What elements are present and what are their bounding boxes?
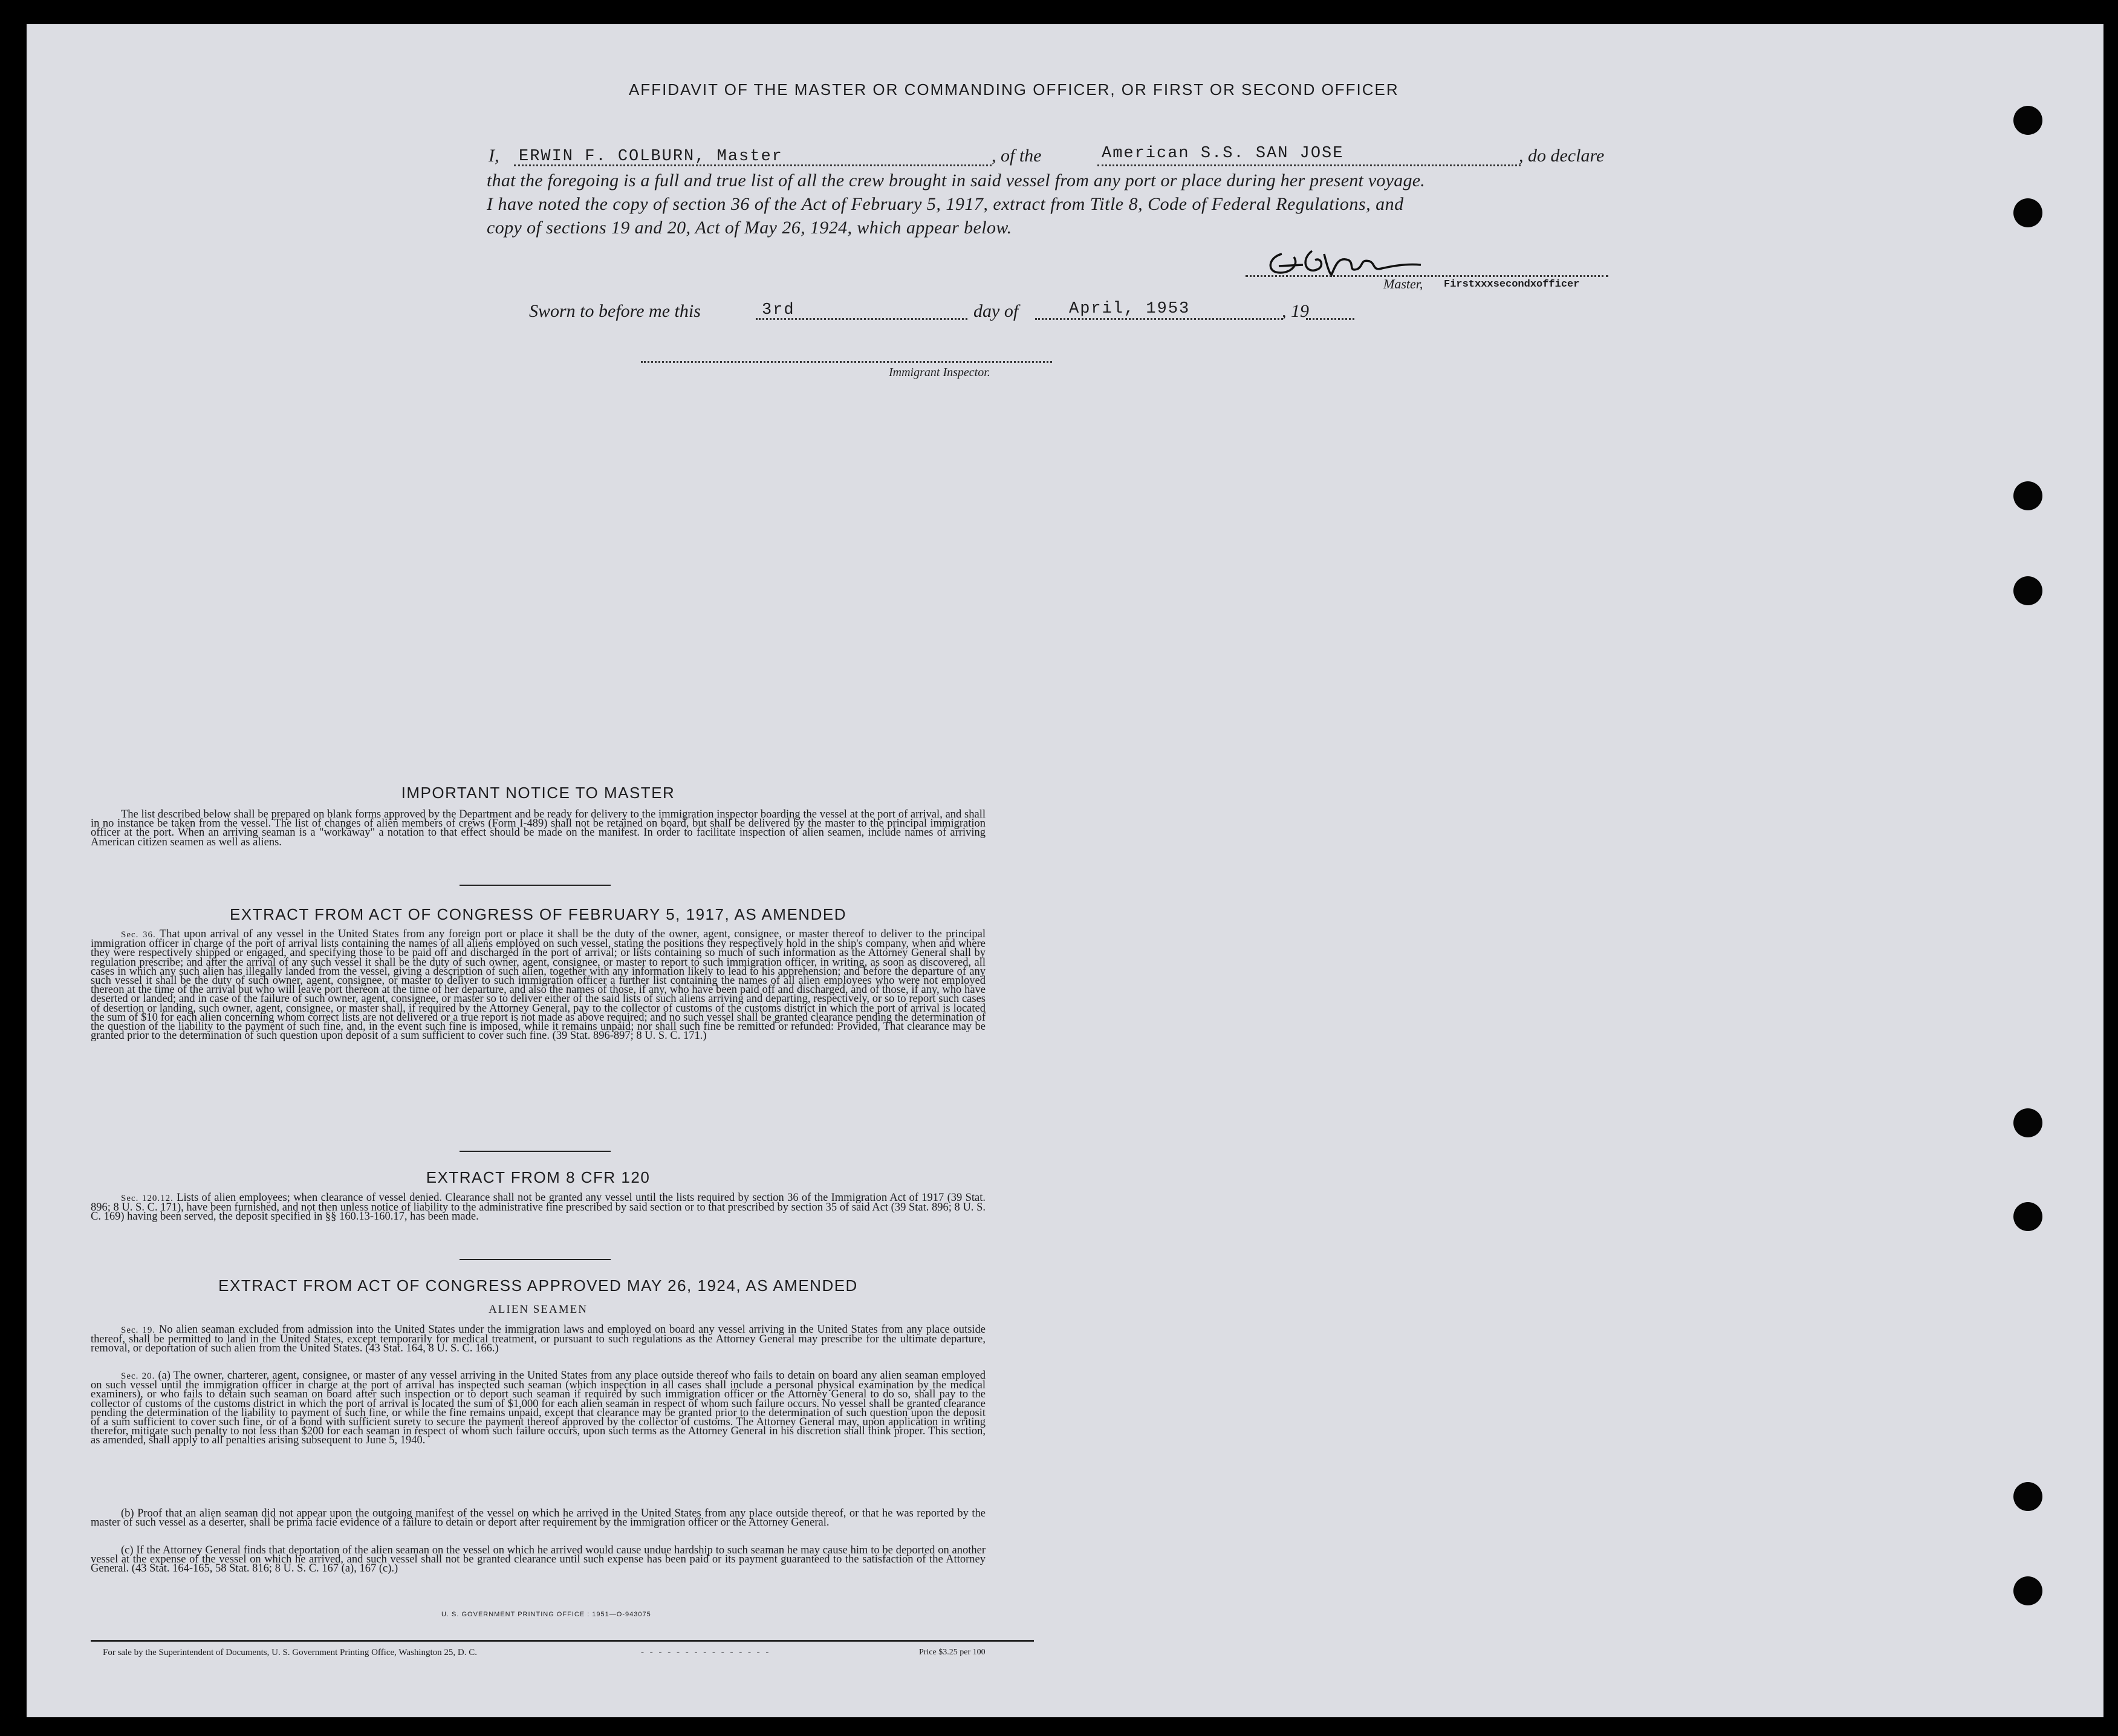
sec19-text (91, 1325, 986, 1354)
sworn-day-value: 3rd (762, 301, 795, 319)
name-fill-line (514, 164, 992, 166)
extract-1924-title: EXTRACT FROM ACT OF CONGRESS APPROVED MAY 26, 1924, AS AMENDED (218, 1276, 858, 1295)
divider (460, 885, 611, 886)
affidavit-title: AFFIDAVIT OF THE MASTER OR COMMANDING OFFICER, OR FIRST OR SECOND OFFICER (629, 80, 1399, 99)
sec20b-text: (b) Proof that an alien seaman did not appear upon the outgoing manifest of the vessel on which he arrived in the United States from any place outside thereof, or that he was reported by the master of such vessel as a deserter, shall be prima facie evidence of a failure to detain or deport after requirement by the immigration officer or the Attorney General. (91, 1507, 986, 1529)
extract-1917-title: EXTRACT FROM ACT OF CONGRESS OF FEBRUARY 5, 1917, AS AMENDED (230, 905, 846, 923)
month-fill-line (1035, 318, 1283, 320)
cfr-section: Sec. 120.12. (121, 1194, 174, 1203)
inspector-caption: Immigrant Inspector. (889, 366, 990, 379)
day-of-label: day of (973, 301, 1019, 321)
divider (460, 1259, 611, 1260)
punch-hole (2013, 198, 2042, 227)
cfr-body: Lists of alien employees; when clearance of vessel denied. Clearance shall not be granted any vessel until the lists required by section 36 of the Immigration Act of 1917 (39 Stat. 896; 8 U. S. C. 171), have been furnished, and not then unless notice of liability to the administrative fine prescribed by said section or to that prescribed by section 35 of said Act (39 Stat. 896; 8 U. S. C. 169) having been served, the deposit specified in §§ 160.13-160.17, has been made. (91, 1192, 986, 1223)
signature-line (1246, 275, 1608, 277)
sale-notice: For sale by the Superintendent of Documents, U. S. Government Printing Office, Washington 25, D. C. (103, 1648, 477, 1657)
extract-1924-subtitle: ALIEN SEAMEN (489, 1303, 588, 1316)
sworn-label: Sworn to before me this (529, 301, 701, 321)
cfr-text (91, 1194, 986, 1222)
punch-hole (2013, 1576, 2042, 1605)
extract-1917-section: Sec. 36. (121, 930, 156, 940)
do-declare-label: , do declare (1519, 146, 1605, 166)
inspector-signature-line (641, 361, 1052, 363)
form-sheet (27, 24, 2103, 1717)
sec20a-body: (a) The owner, charterer, agent, consignee, or master of any vessel arriving in the United States from any place outside thereof who fails to detain on board any alien seaman employed on such vessel until the immigration officer in charge at the port of arrival has inspected such seaman (which inspection in all cases shall include a personal physical examination by the medical examiners), or who fails to detain such seaman on board after such inspection or to deport such seaman if required by such immigration officer or the Attorney General to do so, shall pay to the collector of customs of the customs district in which the port of arrival is located the sum of $1,000 for each alien seaman in respect of whom such failure occurs. No vessel shall be granted clearance pending the determination of the liability to payment of such fine, or while the fine remains unpaid, except that clearance may be granted prior to the determination of such question upon the deposit of a sum sufficient to cover such fine, or of a bond with sufficient surety to secure the payment thereof approved by the collector of customs. The Attorney General may, upon application in writing therefor, mitigate such penalty to not less than $200 for each seaman in respect of whom such failure occurs, upon such terms as the Attorney General in his discretion shall think proper. This section, as amended, shall apply to all penalties arising subsequent to June 5, 1940. (91, 1370, 986, 1447)
cfr-title: EXTRACT FROM 8 CFR 120 (426, 1168, 651, 1186)
punch-hole (2013, 1108, 2042, 1137)
extract-1917-body: That upon arrival of any vessel in the United States from any foreign port or place it shall be the duty of the owner, agent, consignee, or master thereof to deliver to the principal immigration officer in charge of the port of arrival lists containing the names of all aliens employed on such vessel, stating the positions they respectively hold in the ship's company, when and where they were respectively shipped or engaged, and specifying those to be paid off and discharged in the port of arrival; or lists containing so much of such information as the Attorney General shall by regulation prescribe; and after the arrival of any such vessel it shall be the duty of such owner, agent, consignee, or master to report to such immigration officer, in writing, as soon as discovered, all cases in which any such alien has illegally landed from the vessel, giving a description of such alien, together with any information likely to lead to his apprehension; and before the departure of any such vessel it shall be the duty of such owner, agent, consignee, or master to deliver to such immigration officer a further list containing the names of all alien employees who were not employed thereon at the time of the arrival but who will leave port thereon at the time of her departure, and also the names of those, if any, who have been paid off and discharged, and of those, if any, who have deserted or landed; and in case of the failure of such owner, agent, consignee, or master so to deliver either of the said lists of such aliens arriving and departing, respectively, or so to report such cases of desertion or landing, such owner, agent, consignee, or master shall, if required by the Attorney General, pay to the collector of customs of the customs district in which the port of arrival is located the sum of $10 for each alien concerning whom correct lists are not delivered or a true report is not made as above required; and no such vessel shall be granted clearance pending the determination of the question of the liability to the payment of such fine, and, in the event such fine is imposed, while it remains unpaid; nor shall such fine be remitted or refunded: Provided, That clearance may be granted prior to the determination of such question upon deposit of a sum sufficient to cover such fine. (39 Stat. 896-897; 8 U. S. C. 171.) (91, 928, 986, 1042)
sec20a-text (91, 1371, 986, 1446)
gpo-imprint: U. S. GOVERNMENT PRINTING OFFICE : 1951—O-943075 (441, 1611, 651, 1618)
affidavit-line-3: I have noted the copy of section 36 of the Act of February 5, 1917, extract from Title 8, Code of Federal Regulations, and (487, 194, 1404, 214)
price-note: Price $3.25 per 100 (919, 1648, 986, 1657)
notice-title: IMPORTANT NOTICE TO MASTER (401, 784, 675, 802)
sec20c-text: (c) If the Attorney General finds that deportation of the alien seaman on the vessel on which he arrived would cause undue hardship to such seaman he may cause him to be deported on another vessel at the expense of the vessel on which he arrived, and such vessel shall not be granted clearance until such expense has been paid or its payment guaranteed to the satisfaction of the Attorney General. (43 Stat. 164-165, 58 Stat. 816; 8 U. S. C. 167 (a), 167 (c).) (91, 1544, 986, 1575)
day-fill-line (756, 318, 967, 320)
signature-struck-title: Firstxxxsecondxofficer (1444, 279, 1580, 290)
footer-rule (91, 1640, 1034, 1642)
affidavit-line-2: that the foregoing is a full and true list of all the crew brought in said vessel from any port or place during her present voyage. (487, 171, 1426, 190)
i-label: I, (489, 146, 499, 166)
notice-text: The list described below shall be prepared on blank forms approved by the Department and be ready for delivery to the immigration inspector boarding the vessel at the port of arrival, and shall in no instance be taken from the vessel. The list of changes of alien members of crews (Form I-489) shall not be retained on board, but shall be delivered by the master to the principal immigration officer at the port. When an arriving seaman is a "workaway" a notation to that effect should be made on the manifest. In order to facilitate inspection of alien seamen, include names of arriving American citizen seamen as well as aliens. (91, 808, 986, 848)
punch-hole (2013, 106, 2042, 135)
vessel-name-value: American S.S. SAN JOSE (1102, 145, 1344, 163)
vessel-fill-line (1097, 164, 1521, 166)
master-name-value: ERWIN F. COLBURN, Master (519, 148, 783, 166)
sale-leaders: - - - - - - - - - - - - - - - (641, 1648, 771, 1657)
year-fill-line (1306, 318, 1354, 320)
sworn-month-value: April, 1953 (1069, 300, 1191, 318)
punch-hole (2013, 1202, 2042, 1231)
punch-hole (2013, 1482, 2042, 1511)
sec20-label: Sec. 20. (121, 1371, 155, 1381)
punch-hole (2013, 576, 2042, 605)
extract-1917-text (91, 930, 986, 1041)
signature-caption: Master, (1383, 276, 1423, 291)
sec19-label: Sec. 19. (121, 1325, 156, 1335)
sec19-body: No alien seaman excluded from admission into the United States under the immigration laws and employed on board any vessel arriving in the United States from any place outside thereof, shall be permitted to land in the United States, except temporarily for medical treatment, or pursuant to such regulations as the Attorney General may prescribe for the ultimate departure, removal, or deportation of such alien from the United States. (43 Stat. 164, 8 U. S. C. 166.) (91, 1324, 986, 1355)
of-the-label: , of the (992, 146, 1042, 166)
divider (460, 1151, 611, 1152)
year-prefix: , 19 (1282, 301, 1309, 321)
affidavit-line-4: copy of sections 19 and 20, Act of May 26, 1924, which appear below. (487, 218, 1012, 238)
punch-hole (2013, 481, 2042, 510)
